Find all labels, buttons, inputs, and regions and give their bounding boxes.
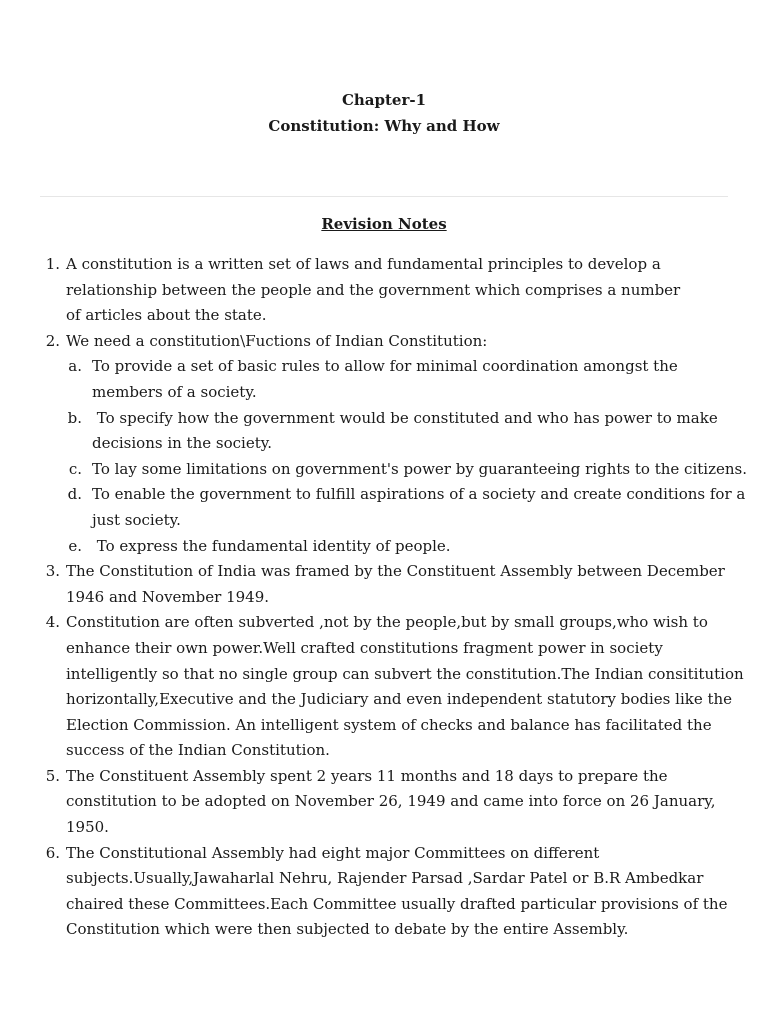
list-item-text-line: The Constitution of India was framed by the Constituent Assembly between December <box>66 562 725 581</box>
list-item <box>0 841 768 943</box>
sub-list-item <box>0 534 768 560</box>
list-item-number: 2. <box>45 331 60 350</box>
list-item-text-line: The Constituent Assembly spent 2 years 11 months and 18 days to prepare the <box>66 766 668 785</box>
list-item-text-line: 1950. <box>66 818 109 837</box>
list-item-number: 5. <box>45 766 60 785</box>
sub-list-item <box>0 457 768 483</box>
list-item-text-line: 1946 and November 1949. <box>66 587 270 606</box>
sub-list-item-letter: d. <box>67 485 82 504</box>
list-item-text-line: of articles about the state. <box>66 306 267 325</box>
list-item-text-line: horizontally,Executive and the Judiciary and even independent statutory bodies like the <box>66 690 733 709</box>
list-item <box>0 252 768 329</box>
list-item-text-line: enhance their own power.Well crafted constitutions fragment power in society <box>66 638 663 657</box>
section-title: Revision Notes <box>321 215 447 233</box>
list-item-text-line: subjects.Usually,Jawaharlal Nehru, Rajender Parsad ,Sardar Patel or B.R Ambedkar <box>66 869 704 888</box>
sub-list-item-text-line: To provide a set of basic rules to allow for minimal coordination amongst the <box>92 357 678 376</box>
list-item-text-line: Election Commission. An intelligent system of checks and balance has facilitated the <box>66 715 712 734</box>
list-item <box>0 764 768 841</box>
revision-notes-list <box>0 252 768 943</box>
sub-list-item-text-line: just society. <box>92 510 181 529</box>
list-item-number: 1. <box>45 255 60 273</box>
list-item-text-line: intelligently so that no single group can subvert the constitution.The Indian consititution <box>66 664 744 683</box>
sub-list-item-text-line: members of a society. <box>92 382 257 401</box>
list-item-text-line: chaired these Committees.Each Committee usually drafted particular provisions of the <box>66 894 728 913</box>
sub-list-item-letter: b. <box>67 408 82 427</box>
list-item-number: 4. <box>45 613 60 632</box>
list-item-text-line: The Constitutional Assembly had eight major Committees on different <box>66 843 600 862</box>
sub-list-item <box>0 406 768 457</box>
sub-list-item-letter: c. <box>68 459 82 478</box>
list-item <box>0 610 768 764</box>
sub-list-item-text-line: To express the fundamental identity of people. <box>92 536 451 555</box>
sub-list-item-letter: a. <box>68 357 82 376</box>
sub-list-item <box>0 482 768 533</box>
chapter-heading: Chapter-1 <box>341 91 427 109</box>
list-item-text-line: constitution to be adopted on November 26, 1949 and came into force on 26 January, <box>66 792 716 811</box>
section-divider <box>40 196 728 197</box>
list-item-number: 3. <box>45 562 60 581</box>
list-item-text-line: success of the Indian Constitution. <box>66 741 330 760</box>
sub-list-item-text-line: To specify how the government would be constituted and who has power to make <box>92 408 718 427</box>
list-item <box>0 329 768 355</box>
list-item-text-line: Constitution are often subverted ,not by the people,but by small groups,who wish to <box>66 613 708 632</box>
list-item-text-line: relationship between the people and the government which comprises a number <box>66 280 681 299</box>
sub-list-item-text-line: To enable the government to fulfill aspirations of a society and create conditions for a <box>92 485 746 504</box>
list-item-text-line: Constitution which were then subjected to debate by the entire Assembly. <box>66 920 629 939</box>
sub-list-item <box>0 354 768 405</box>
list-item <box>0 559 768 610</box>
chapter-title: Constitution: Why and How <box>268 117 500 135</box>
list-item-text-line: We need a constitution\Fuctions of Indian Constitution: <box>66 331 488 350</box>
sub-list-item-text-line: decisions in the society. <box>92 434 272 453</box>
sub-list-item-text-line: To lay some limitations on government's power by guaranteeing rights to the citizens. <box>92 459 747 478</box>
sub-list-item-letter: e. <box>68 536 82 555</box>
list-item-number: 6. <box>45 843 60 862</box>
list-item-text-line: A constitution is a written set of laws and fundamental principles to develop a <box>66 255 661 273</box>
